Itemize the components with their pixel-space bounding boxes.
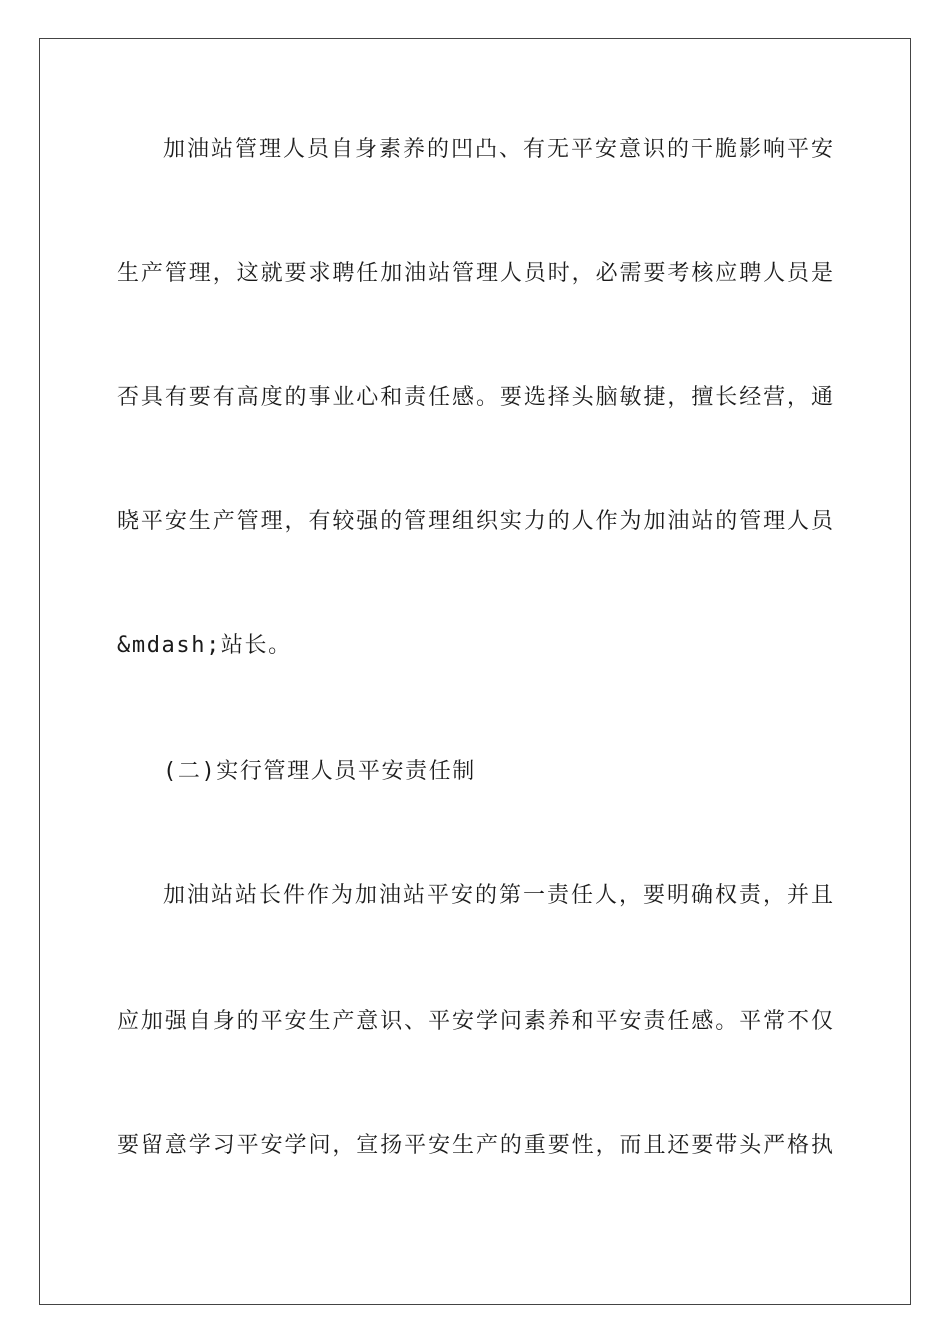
page-border xyxy=(39,38,911,1305)
paragraph-line: 否具有要有高度的事业心和责任感。要选择头脑敏捷，擅长经营，通 xyxy=(117,385,833,410)
paragraph-line: 晓平安生产管理，有较强的管理组织实力的人作为加油站的管理人员 xyxy=(117,509,833,534)
section-heading: (二)实行管理人员平安责任制 xyxy=(163,759,476,784)
paragraph-line: 加油站站长件作为加油站平安的第一责任人，要明确权责，并且 xyxy=(163,883,833,908)
paragraph-line: 应加强自身的平安生产意识、平安学问素养和平安责任感。平常不仅 xyxy=(117,1009,833,1034)
paragraph-line: 加油站管理人员自身素养的凹凸、有无平安意识的干脆影响平安 xyxy=(163,137,833,162)
paragraph-line: 生产管理，这就要求聘任加油站管理人员时，必需要考核应聘人员是 xyxy=(117,261,833,286)
paragraph-line: &mdash;站长。 xyxy=(117,633,292,658)
paragraph-line: 要留意学习平安学问，宣扬平安生产的重要性，而且还要带头严格执 xyxy=(117,1133,833,1158)
